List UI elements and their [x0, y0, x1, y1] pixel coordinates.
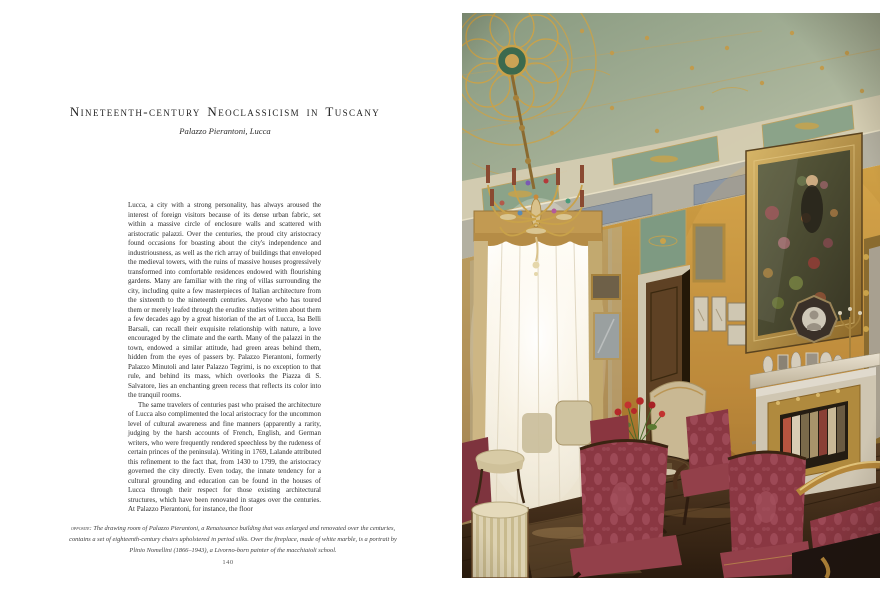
chapter-subtitle: Palazzo Pierantoni, Lucca — [179, 126, 271, 136]
plate-caption — [63, 524, 403, 556]
body-paragraph-1: Lucca, a city with a strong personality, has always aroused the interest of foreign visitors because of its dense urban fabric, set within a massive circle of enclosure walls and scattered with aristocratic palazzi. Over the centuries, the proud city aristocracy found occasions for boasting about the city's independence and industriousness, as well as the rich array of buildings that enveloped the medieval towers, with the ruins of massive houses progressively transformed into comfortable residences endowed with flourishing gardens. Many are familiar with the ring of villas surrounding the city, including quite a few masterpieces of Italian architecture from the sixteenth to the nineteenth centuries. Anyone who has toured them or merely leafed through the erudite studies written about them a few decades ago by a great historian of the art of Lucca, Isa Belli Barsali, can recall their exquisite relationship with nature, a love encouraged by the climate and the earth. Many of the palazzi in the town, endowed a similar attitude, had green areas behind them, hidden from the eyes of passers by. Palazzo Pierantoni, formerly Palazzo Minutoli and later Palazzo Tegrimi, is no exception to that rule, and behind its mass, which overlooks the Piazza di S. Salvatore, lies an enchanting green recess that reflects its color into the tranquil rooms. — [128, 201, 321, 399]
chapter-title: Nineteenth-century Neoclassicism in Tuscany — [69, 104, 381, 119]
drawing-room-photograph — [462, 13, 880, 578]
right-page — [455, 0, 889, 589]
vignette-overlay — [462, 13, 880, 578]
body-text — [128, 201, 321, 515]
body-paragraph-2: The same travelers of centuries past who praised the architecture of Lucca also complimented the local aristocracy for the uncommon level of cultural awareness and fine manners (apparently a rarity, judging by the harsh accounts of French, English, and German writers, who were frequently rendered speechless by the rudeness of certain princes of the peninsula). Writing in 1769, Lalande attributed this refinement to the fact that, from 1430 to 1799, the aristocracy governed the city directly. Even today, the innate tendency for a cultural grounding and education can be found in the houses of Lucca through their respect for those existing architectural structures, which have been renovated in stages over the centuries. At Palazzo Pierantoni, for instance, the floor — [128, 400, 321, 513]
caption-text: The drawing room of Palazzo Pierantoni, a Renaissance building that was enlarged and renovated over the centuries, contains a set of eighteenth-century chairs upholstered in period silks. Over the fireplace, made of white marble, is a portrait by Plinio Nomellini (1866–1943), a Livorno-born painter of the macchiaioli school. — [69, 525, 397, 554]
page-number: 140 — [222, 559, 234, 566]
drawing-room-illustration — [462, 13, 880, 578]
caption-label: opposite: — [70, 525, 92, 532]
